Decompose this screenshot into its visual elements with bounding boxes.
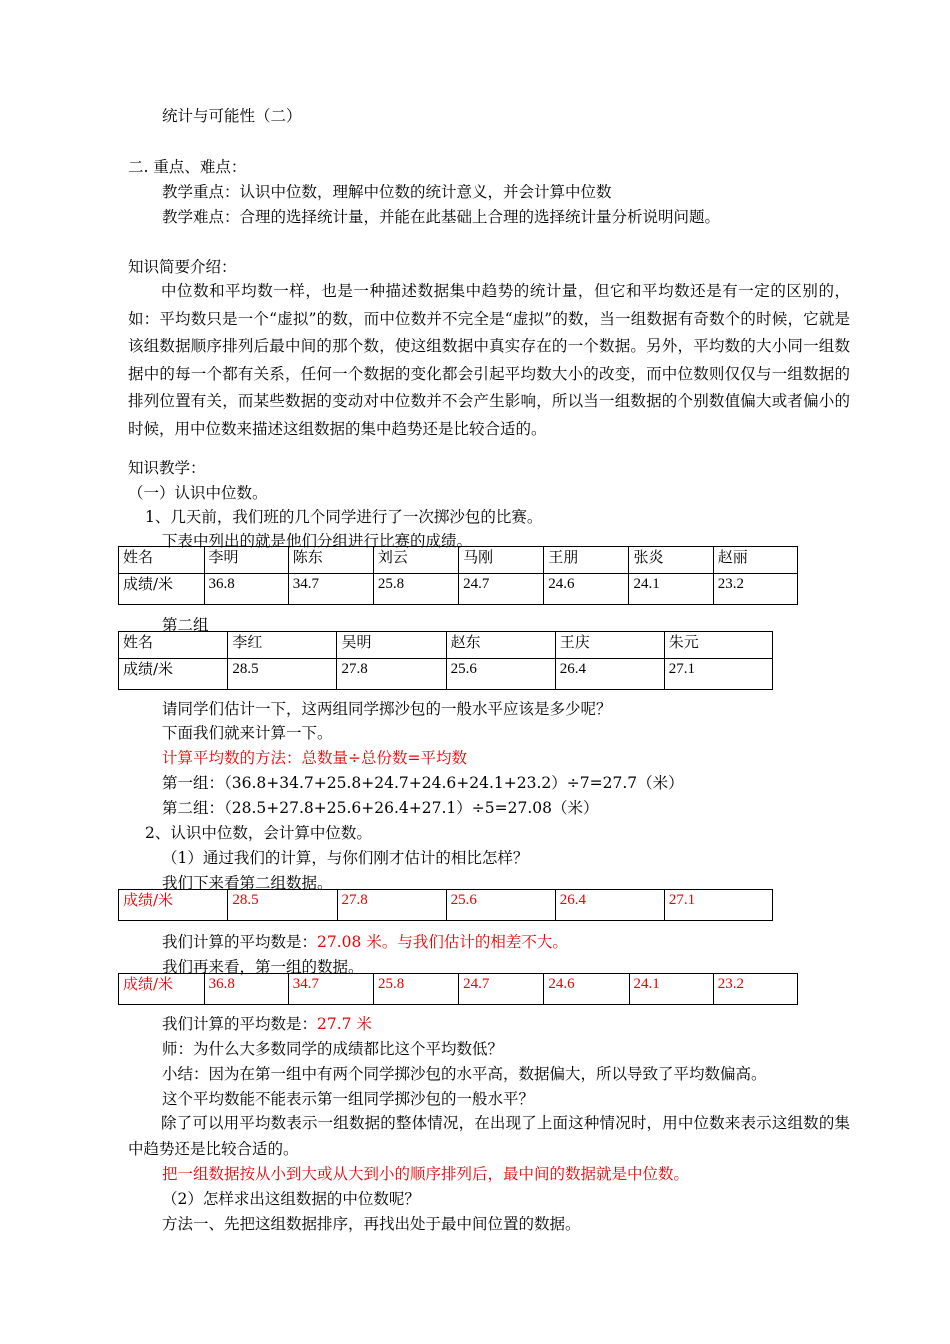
method-1: 方法一、先把这组数据排序，再找出处于最中间位置的数据。: [162, 1215, 581, 1233]
part1-heading: （一）认识中位数。: [128, 484, 268, 502]
intro-heading: 知识简要介绍：: [128, 258, 237, 276]
table-cell: 26.4: [555, 659, 664, 690]
teaching-heading: 知识教学：: [128, 459, 206, 477]
table-cell: 李明: [204, 547, 288, 574]
table-cell: 张炎: [629, 547, 713, 574]
table-cell: 成绩/米: [119, 974, 205, 1005]
result-prefix: 我们计算的平均数是：: [162, 933, 318, 951]
median-definition: 把一组数据按从小到大或从大到小的顺序排列后，最中间的数据就是中位数。: [162, 1165, 690, 1183]
document-title: 统计与可能性（二）: [162, 107, 302, 125]
table-cell: 27.8: [337, 890, 446, 921]
table-cell: 28.5: [228, 890, 337, 921]
table-cell: 25.8: [373, 974, 458, 1005]
table-cell: 26.4: [555, 890, 664, 921]
estimate-question: 请同学们估计一下，这两组同学掷沙包的一般水平应该是多少呢？: [162, 700, 612, 718]
group1-table: [118, 546, 798, 605]
table-cell: 23.2: [713, 574, 797, 605]
table-cell: 25.6: [446, 890, 555, 921]
result-prefix: 我们计算的平均数是：: [162, 1015, 318, 1033]
table-cell: 23.2: [713, 974, 797, 1005]
table-cell: 成绩/米: [119, 659, 228, 690]
group2-scores-table: [118, 889, 773, 921]
table-cell: 24.6: [544, 574, 629, 605]
item2-text: 2、认识中位数，会计算中位数。: [145, 824, 372, 842]
table-cell: 赵东: [446, 632, 555, 659]
table-cell: 24.1: [629, 574, 713, 605]
besides-paragraph: 除了可以用平均数表示一组数据的整体情况，在出现了上面这种情况时，用中位数来表示这组数的集中趋势还是比较合适的。: [128, 1114, 850, 1158]
table-cell: 王朋: [544, 547, 629, 574]
table-cell: 24.7: [459, 574, 544, 605]
group1-calculation: 第一组：（36.8+34.7+25.8+24.7+24.6+24.1+23.2）÷7=27.7（米）: [162, 774, 684, 792]
group1-result: [162, 1012, 372, 1036]
question-2: （2）怎样求出这组数据的中位数呢？: [162, 1190, 420, 1208]
table-row: [119, 574, 798, 605]
look-group2: 我们下来看第二组数据。: [162, 874, 333, 892]
group2-result: [162, 930, 568, 954]
table-cell: 24.7: [459, 974, 544, 1005]
table-cell: 27.1: [664, 890, 772, 921]
summary-text: 小结：因为在第一组中有两个同学掷沙包的水平高，数据偏大，所以导致了平均数偏高。: [162, 1065, 767, 1083]
result-value: 27.08 米。与我们估计的相差不大。: [317, 933, 568, 951]
group2-table: [118, 631, 773, 690]
table-cell: 李红: [228, 632, 337, 659]
table-cell: 25.8: [373, 574, 458, 605]
table-cell: 马刚: [459, 547, 544, 574]
table-cell: 25.6: [446, 659, 555, 690]
table-cell: 34.7: [288, 574, 373, 605]
table-cell: 赵丽: [713, 547, 797, 574]
question-1: （1）通过我们的计算，与你们刚才估计的相比怎样？: [162, 849, 529, 867]
table-cell: 36.8: [204, 974, 288, 1005]
mean-method: 计算平均数的方法：总数量÷总份数=平均数: [162, 749, 467, 767]
table-cell: 姓名: [119, 632, 228, 659]
group2-calculation: 第二组：（28.5+27.8+25.6+26.4+27.1）÷5=27.08（米）: [162, 799, 599, 817]
table-cell: 36.8: [204, 574, 288, 605]
teacher-question: 师：为什么大多数同学的成绩都比这个平均数低？: [162, 1040, 504, 1058]
look-group1: 我们再来看，第一组的数据。: [162, 958, 364, 976]
table-cell: 成绩/米: [119, 890, 228, 921]
table-row: [119, 890, 773, 921]
table-cell: 24.6: [544, 974, 629, 1005]
table-cell: 刘云: [373, 547, 458, 574]
table-cell: 24.1: [629, 974, 713, 1005]
teaching-difficulty: 教学难点：合理的选择统计量，并能在此基础上合理的选择统计量分析说明问题。: [162, 208, 721, 226]
table-cell: 成绩/米: [119, 574, 205, 605]
table-cell: 朱元: [664, 632, 772, 659]
table-cell: 27.8: [337, 659, 446, 690]
table-row: [119, 632, 773, 659]
table-row: [119, 659, 773, 690]
item1-text: 1、几天前，我们班的几个同学进行了一次掷沙包的比赛。: [145, 508, 543, 526]
table-row: [119, 547, 798, 574]
table-cell: 陈东: [288, 547, 373, 574]
represent-question: 这个平均数能不能表示第一组同学掷沙包的一般水平？: [162, 1090, 535, 1108]
teaching-focus: 教学重点：认识中位数，理解中位数的统计意义，并会计算中位数: [162, 183, 612, 201]
result-value: 27.7 米: [317, 1015, 372, 1033]
table-intro: 下表中列出的就是他们分组进行比赛的成绩。: [162, 532, 473, 550]
table-cell: 吴明: [337, 632, 446, 659]
table-cell: 27.1: [664, 659, 772, 690]
table-cell: 28.5: [228, 659, 337, 690]
table-cell: 王庆: [555, 632, 664, 659]
group2-label: 第二组: [162, 616, 209, 634]
calc-intro: 下面我们就来计算一下。: [162, 724, 333, 742]
key-points-heading: 二. 重点、难点：: [128, 158, 247, 176]
table-cell: 姓名: [119, 547, 205, 574]
table-cell: 34.7: [288, 974, 373, 1005]
table-row: [119, 974, 798, 1005]
group1-scores-table: [118, 973, 798, 1005]
intro-paragraph: 中位数和平均数一样，也是一种描述数据集中趋势的统计量，但它和平均数还是有一定的区别的，如：平均数只是一个“虚拟”的数，而中位数并不完全是“虚拟”的数，当一组数据有奇数个的时候，它就是该组数据顺序排列后最中间的那个数，使这组数据中真实存在的一个数据。另外，平均数的大小同一组数据中的每一个都有关系，任何一个数据的变化都会引起平均数大小的改变，而中位数则仅仅与一组数据的排列位置有关，而某些数据的变动对中位数并不会产生影响，所以当一组数据的个别数值偏大或者偏小的时候，用中位数来描述这组数据的集中趋势还是比较合适的。: [128, 282, 850, 438]
